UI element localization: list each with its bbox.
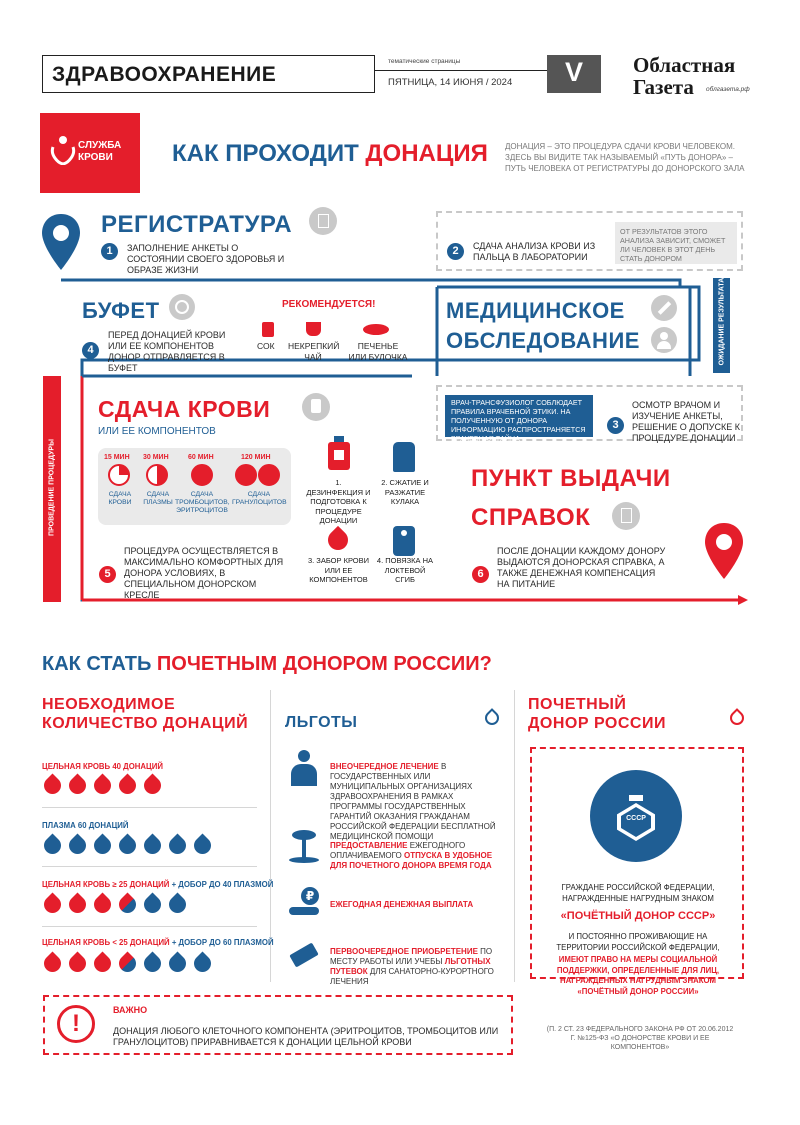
honor-p4: ИМЕЮТ ПРАВО НА МЕРЫ СОЦИАЛЬНОЙ ПОДДЕРЖКИ, ОПРЕДЕЛЕННЫЕ ДЛЯ ЛИЦ, НАГРАЖДЕННЫХ НАГРУДНЫМ ЗНАКОМ «ПОЧЁТНЫЙ ДОНОР РОССИИ»: [556, 955, 720, 996]
bandage-roll-icon: [393, 526, 415, 556]
location-pin-icon: [40, 212, 82, 274]
benefit-1: [330, 762, 505, 842]
benefit-2-bold: ПРЕДОСТАВЛЕНИЕ: [330, 841, 408, 850]
donation-row-4-label: [42, 938, 274, 947]
step1-number: 1: [101, 243, 118, 260]
drop-icon: [115, 892, 139, 916]
header-date: ПЯТНИЦА, 14 ИЮНЯ / 2024: [388, 77, 513, 88]
honor-section-title: [42, 653, 492, 676]
step4-number: 4: [82, 342, 99, 359]
donation-row-2-drops: [44, 837, 219, 859]
drop-icon: [140, 773, 164, 797]
step5-number: 5: [99, 566, 116, 583]
benefit-4: [330, 947, 505, 987]
important-title: ВАЖНО: [113, 1005, 148, 1015]
benefit-2: [330, 841, 505, 871]
drop-icon: [165, 833, 189, 857]
syringe-icon: [651, 295, 677, 321]
honor-drop-icon: [727, 708, 747, 728]
benefits-title: ЛЬГОТЫ: [285, 714, 358, 731]
drop-icon: [115, 833, 139, 857]
clock-120a-icon: [235, 464, 257, 486]
row1-red: ЦЕЛЬНАЯ КРОВЬ 40 ДОНАЦИЙ: [42, 762, 163, 771]
row3-blue: + ДОБОР ДО 40 ПЛАЗМОЙ: [169, 880, 274, 889]
step6-title-1: ПУНКТ ВЫДАЧИ: [471, 465, 671, 492]
plate-icon: [169, 294, 195, 320]
step5-text: ПРОЦЕДУРА ОСУЩЕСТВЛЯЕТСЯ В МАКСИМАЛЬНО КОМФОРТНЫХ ДЛЯ ДОНОРА УСЛОВИЯХ, В СПЕЦИАЛЬНОМ ДОНОРСКОМ КРЕСЛЕ: [124, 546, 284, 600]
warning-icon: !: [57, 1005, 95, 1043]
step4-title: БУФЕТ: [82, 298, 160, 323]
important-text: ДОНАЦИЯ ЛЮБОГО КЛЕТОЧНОГО КОМПОНЕНТА (ЭРИТРОЦИТОВ, ТРОМБОЦИТОВ ИЛИ ГРАНУЛОЦИТОВ) ПРИРАВНИВАЕТСЯ К ДОНАЦИИ ЦЕЛЬНОЙ КРОВИ: [113, 1026, 499, 1047]
recommend-label: РЕКОМЕНДУЕТСЯ!: [282, 299, 376, 310]
row2-blue: ПЛАЗМА 60 ДОНАЦИЙ: [42, 821, 129, 830]
buffet-item-cookie: ПЕЧЕНЬЕ ИЛИ БУЛОЧКА: [348, 341, 408, 362]
newspaper-name-2: Газета: [633, 75, 694, 99]
step6-title-2: СПРАВОК: [471, 504, 591, 531]
newspaper-name-1: Областная: [633, 53, 736, 77]
donation-row-2-label: [42, 821, 129, 830]
drop-icon: [165, 951, 189, 975]
step1-title: РЕГИСТРАТУРА: [101, 211, 293, 238]
duration-label-blood: СДАЧА КРОВИ: [108, 491, 132, 506]
step3-number: 3: [607, 417, 624, 434]
honor-p2: «ПОЧЁТНЫЙ ДОНОР СССР»: [560, 910, 716, 922]
juice-icon: [262, 322, 274, 337]
duration-time-15: 15 МИН: [104, 454, 130, 461]
duration-label-granulocytes: СДАЧА ГРАНУЛОЦИТОВ: [232, 491, 287, 506]
ruble-hand-icon: ₽: [289, 887, 321, 921]
intro-text: ДОНАЦИЯ – ЭТО ПРОЦЕДУРА СДАЧИ КРОВИ ЧЕЛОВЕКОМ. ЗДЕСЬ ВЫ ВИДИТЕ ТАК НАЗЫВАЕМЫЙ «ПУТЬ ДОНОРА» – ПУТЬ ЧЕЛОВЕКА ОТ РЕГИСТРАТУРЫ ДО ДОНОРСКОГО ЗАЛА: [505, 142, 745, 173]
row3-red: ЦЕЛЬНАЯ КРОВЬ ≥ 25 ДОНАЦИЙ: [42, 880, 170, 889]
benefit-4-text2: ДЛЯ САНАТОРНО-КУРОРТНОГО ЛЕЧЕНИЯ: [330, 967, 494, 986]
row-separator: [42, 807, 257, 808]
row4-blue: + ДОБОР ДО 60 ПЛАЗМОЙ: [169, 938, 274, 947]
drop-icon: [140, 892, 164, 916]
newspaper-site: облгазета.рф: [706, 86, 750, 93]
duration-label-plasma: СДАЧА ПЛАЗМЫ: [143, 491, 173, 506]
document-icon: [612, 502, 640, 530]
step2-note: ОТ РЕЗУЛЬТАТОВ ЭТОГО АНАЛИЗА ЗАВИСИТ, СМОЖЕТ ЛИ ЧЕЛОВЕК В ЭТОТ ДЕНЬ СТАТЬ ДОНОРОМ: [620, 227, 726, 263]
ussr-badge-icon: [617, 795, 655, 841]
drop-icon: [190, 833, 214, 857]
step6-text: ПОСЛЕ ДОНАЦИИ КАЖДОМУ ДОНОРУ ВЫДАЮТСЯ ДОНОРСКАЯ СПРАВКА, А ТАКЖЕ ДЕНЕЖНАЯ КОМПЕНСАЦИЯ НА ПИТАНИЕ: [497, 546, 666, 589]
step3-title-2: ОБСЛЕДОВАНИЕ: [446, 328, 640, 353]
honor-p1: ГРАЖДАНЕ РОССИЙСКОЙ ФЕДЕРАЦИИ, НАГРАЖДЕННЫЕ НАГРУДНЫМ ЗНАКОМ: [561, 883, 715, 903]
duration-time-60: 60 МИН: [188, 454, 214, 461]
drop-icon: [65, 951, 89, 975]
drop-icon: [40, 951, 64, 975]
row-separator: [42, 926, 257, 927]
procedure-label: ПРОВЕДЕНИЕ ПРОЦЕДУРЫ: [48, 439, 56, 536]
waiting-label: ОЖИДАНИЕ РЕЗУЛЬТАТА: [718, 277, 726, 366]
drop-icon: [65, 773, 89, 797]
step6-number: 6: [472, 566, 489, 583]
drop-icon: [140, 951, 164, 975]
step3-text: ОСМОТР ВРАЧОМ И ИЗУЧЕНИЕ АНКЕТЫ, РЕШЕНИЕ О ДОПУСКЕ К ПРОЦЕДУРЕ ДОНАЦИИ: [632, 400, 740, 443]
substep-2: 2. СЖАТИЕ И РАЗЖАТИЕ КУЛАКА: [381, 478, 429, 506]
drop-icon: [90, 773, 114, 797]
doctor-icon: [651, 327, 677, 353]
cookie-icon: [363, 324, 389, 335]
title-part-1: КАК ПРОХОДИТ: [172, 140, 359, 167]
header-page-letter: V: [564, 57, 583, 87]
logo-line-1: СЛУЖБА: [78, 140, 122, 151]
header-section-title: ЗДРАВООХРАНЕНИЕ: [52, 63, 277, 86]
honor-p5: (П. 2 СТ. 23 ФЕДЕРАЛЬНОГО ЗАКОНА РФ ОТ 20.06.2012 Г. №125-ФЗ «О ДОНОРСТВЕ КРОВИ И ЕЕ КОМПОНЕНТОВ»: [546, 1026, 734, 1051]
drop-icon: [140, 833, 164, 857]
benefit-4-text: ПО МЕСТУ РАБОТЫ ИЛИ УЧЕБЫ: [330, 947, 493, 966]
donation-row-1-label: [42, 762, 163, 771]
clock-30-icon: [146, 464, 168, 486]
fist-icon: [393, 442, 415, 472]
tea-icon: [306, 322, 321, 336]
clock-60-icon: [191, 464, 213, 486]
benefits-drop-icon: [482, 708, 502, 728]
clock-15-icon: [108, 464, 130, 486]
buffet-item-juice: СОК: [257, 341, 275, 351]
header-pages-type: тематические страницы: [388, 58, 461, 65]
medical-staff-icon: [289, 750, 319, 790]
duration-time-120: 120 МИН: [241, 454, 271, 461]
step3-note: ВРАЧ-ТРАНСФУЗИОЛОГ СОБЛЮДАЕТ ПРАВИЛА ВРАЧЕБНОЙ ЭТИКИ. НА ПОЛУЧЕННУЮ ОТ ДОНОРА ИНФОРМАЦИЮ РАСПРОСТРАНЯЕТСЯ ВРАЧЕБНАЯ ТАЙНА: [451, 398, 586, 443]
drop-icon: [115, 951, 139, 975]
donation-row-3-drops: [44, 896, 194, 918]
red-location-pin-icon: [703, 521, 745, 583]
row4-red: ЦЕЛЬНАЯ КРОВЬ < 25 ДОНАЦИЙ: [42, 938, 170, 947]
drop-icon: [190, 951, 214, 975]
step4-text: ПЕРЕД ДОНАЦИЕЙ КРОВИ ИЛИ ЕЕ КОМПОНЕНТОВ ДОНОР ОТПРАВЛЯЕТСЯ В БУФЕТ: [108, 330, 226, 373]
duration-label-platelets: СДАЧА ТРОМБОЦИТОВ, ЭРИТРОЦИТОВ: [175, 491, 230, 514]
step2-number: 2: [447, 243, 464, 260]
step3-title-1: МЕДИЦИНСКОЕ: [446, 298, 625, 323]
drop-icon: [40, 773, 64, 797]
benefit-2-text: ЕЖЕГОДНОГО ОПЛАЧИВАЕМОГО: [330, 841, 466, 860]
substep-3: 3. ЗАБОР КРОВИ ИЛИ ЕЕ КОМПОНЕНТОВ: [307, 556, 370, 584]
clipboard-icon: [309, 207, 337, 235]
honor-donor-title-2: ДОНОР РОССИИ: [528, 715, 666, 732]
donation-row-3-label: [42, 880, 273, 889]
drop-icon: [65, 892, 89, 916]
benefit-2-bold2: ОТПУСКА В УДОБНОЕ ДЛЯ ПОЧЕТНОГО ДОНОРА ВРЕМЯ ГОДА: [330, 851, 493, 870]
step1-text: ЗАПОЛНЕНИЕ АНКЕТЫ О СОСТОЯНИИ СВОЕГО ЗДОРОВЬЯ И ОБРАЗЕ ЖИЗНИ: [127, 243, 285, 275]
substep-1: 1. ДЕЗИНФЕКЦИЯ И ПОДГОТОВКА К ПРОЦЕДУРЕ ДОНАЦИИ: [306, 478, 371, 525]
blood-bag-icon: [302, 393, 330, 421]
step5-subtitle: ИЛИ ЕЕ КОМПОНЕНТОВ: [98, 426, 216, 437]
benefit-4-bold2: ЛЬГОТНЫХ ПУТЕВОК: [330, 957, 491, 976]
benefit-1-bold: ВНЕОЧЕРЕДНОЕ ЛЕЧЕНИЕ: [330, 762, 439, 771]
logo-line-2: КРОВИ: [78, 152, 113, 163]
column-separator-2: [514, 690, 515, 982]
drop-icon: [90, 892, 114, 916]
benefit-3-bold: ЕЖЕГОДНАЯ ДЕНЕЖНАЯ ВЫПЛАТА: [330, 900, 474, 909]
drop-icon: [165, 892, 189, 916]
drop-icon: [65, 833, 89, 857]
buffet-item-tea: НЕКРЕПКИЙ ЧАЙ: [288, 341, 340, 362]
disinfection-bottle-icon: [328, 436, 350, 470]
donation-row-1-drops: [44, 777, 169, 799]
title-part-2: ДОНАЦИЯ: [365, 140, 488, 167]
step2-text: СДАЧА АНАЛИЗА КРОВИ ИЗ ПАЛЬЦА В ЛАБОРАТОРИИ: [473, 241, 596, 262]
drop-icon: [90, 951, 114, 975]
drop-icon: [40, 892, 64, 916]
donations-title-2: КОЛИЧЕСТВО ДОНАЦИЙ: [42, 715, 249, 732]
ussr-badge-text: СССР: [626, 815, 646, 822]
palm-tree-icon: [289, 828, 319, 864]
substep-4: 4. ПОВЯЗКА НА ЛОКТЕВОЙ СГИБ: [376, 556, 434, 584]
benefit-1-text: В ГОСУДАРСТВЕННЫХ ИЛИ МУНИЦИПАЛЬНЫХ ОРГАНИЗАЦИЯХ ЗДРАВООХРАНЕНИЯ В РАМКАХ ПРОГРАММЫ ГОСУДАРСТВЕННЫХ ГАРАНТИЙ ОКАЗАНИЯ ГРАЖДАНАМ РОССИЙСКОЙ ФЕДЕРАЦИИ БЕСПЛАТНОЙ МЕДИЦИНСКОЙ ПОМОЩИ: [330, 762, 496, 841]
drop-icon: [40, 833, 64, 857]
donations-title-1: НЕОБХОДИМОЕ: [42, 696, 176, 713]
benefit-4-bold: ПЕРВООЧЕРЕДНОЕ ПРИОБРЕТЕНИЕ: [330, 947, 478, 956]
honor-donor-title-1: ПОЧЕТНЫЙ: [528, 696, 627, 713]
honor-p3: И ПОСТОЯННО ПРОЖИВАЮЩИЕ НА ТЕРРИТОРИИ РОССИЙСКОЙ ФЕДЕРАЦИИ,: [556, 932, 720, 952]
benefit-3: [330, 900, 505, 910]
step5-title: СДАЧА КРОВИ: [98, 396, 271, 422]
drop-icon: [115, 773, 139, 797]
clock-120b-icon: [258, 464, 280, 486]
row-separator: [42, 866, 257, 867]
donation-row-4-drops: [44, 955, 219, 977]
honor-title-part-2: ПОЧЕТНЫМ ДОНОРОМ РОССИИ?: [156, 653, 492, 675]
duration-time-30: 30 МИН: [143, 454, 169, 461]
honor-title-part-1: КАК СТАТЬ: [42, 653, 152, 675]
voucher-ticket-icon: [289, 940, 319, 970]
drop-icon: [90, 833, 114, 857]
